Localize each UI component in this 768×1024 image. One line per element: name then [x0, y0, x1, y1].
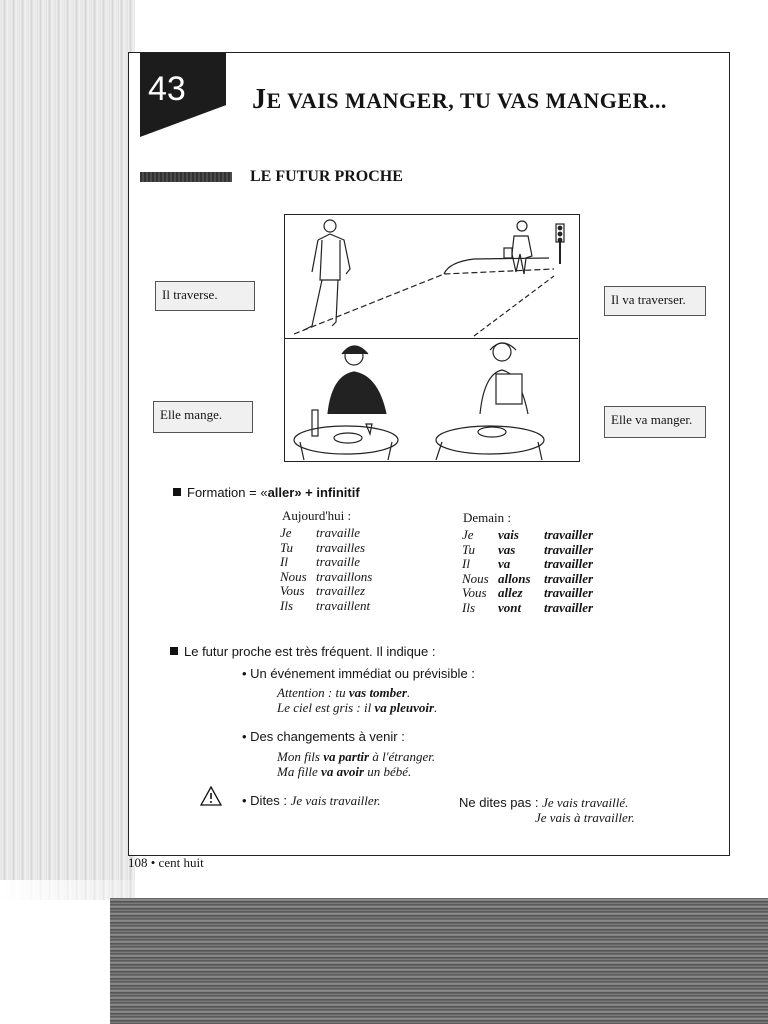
- title-initial: J: [252, 84, 267, 115]
- conj-row: Il travaille: [280, 554, 361, 570]
- dont-say-line: Ne dites pas : Je vais travaillé.: [459, 795, 629, 810]
- conj-row: Nous allons travailler: [462, 570, 594, 586]
- say-line: • Dites : Je vais travailler.: [242, 793, 381, 808]
- label-elle-va-manger: Elle va manger.: [604, 406, 706, 438]
- tomorrow-header: Demain :: [463, 510, 512, 525]
- bullet-square-icon: [170, 647, 178, 655]
- title-rest: E VAIS MANGER, TU VAS MANGER...: [266, 88, 667, 113]
- example-1b: Le ciel est gris : il va pleuvoir.: [277, 700, 438, 715]
- conj-row: Ils travaillent: [280, 597, 371, 613]
- conj-row: Tu travailles: [280, 539, 366, 555]
- example-2a: Mon fils va partir à l'étranger.: [277, 749, 436, 764]
- conj-row: Vous allez travailler: [462, 585, 594, 601]
- dont-say-line-2: Je vais à travailler.: [535, 810, 635, 825]
- conj-row: Nous travaillons: [280, 568, 373, 584]
- today-header: Aujourd'hui :: [282, 508, 352, 523]
- conj-row: Il va travailler: [462, 556, 594, 572]
- label-elle-mange: Elle mange.: [153, 401, 253, 433]
- label-il-va-traverser: Il va traverser.: [604, 286, 706, 316]
- page-title: [252, 84, 667, 116]
- example-2b: Ma fille va avoir un bébé.: [277, 764, 412, 779]
- tomorrow-conjugation: [462, 528, 593, 616]
- warning-triangle-icon: [200, 786, 222, 806]
- formation-line: Formation = «aller» + infinitif: [173, 485, 360, 500]
- usage-point-2: • Des changements à venir :: [242, 729, 405, 744]
- bullet-square-icon: [173, 488, 181, 496]
- today-conjugation: [280, 526, 372, 614]
- conj-row: Je vais travailler: [462, 527, 594, 542]
- example-1a: Attention : tu vas tomber.: [277, 685, 411, 700]
- conj-row: Vous travaillez: [280, 583, 366, 599]
- label-il-traverse: Il traverse.: [155, 281, 255, 311]
- page-footer: 108 • cent huit: [128, 855, 204, 870]
- section-title: LE FUTUR PROCHE: [250, 168, 403, 185]
- section-bar: [140, 172, 232, 182]
- conj-row: Tu vas travailler: [462, 541, 594, 557]
- chapter-number: 43: [148, 70, 186, 108]
- scan-shadow-left: [0, 0, 135, 900]
- scan-shadow-bottom: [110, 898, 768, 1024]
- illustration-drawing: [284, 214, 578, 460]
- usage-intro: Le futur proche est très fréquent. Il indique :: [170, 644, 435, 659]
- conj-row: Ils vont travailler: [462, 599, 594, 615]
- usage-point-1: • Un événement immédiat ou prévisible :: [242, 666, 475, 681]
- restaurant-scene: [294, 343, 544, 460]
- street-scene: [294, 220, 564, 336]
- conj-row: Je travaille: [280, 525, 361, 540]
